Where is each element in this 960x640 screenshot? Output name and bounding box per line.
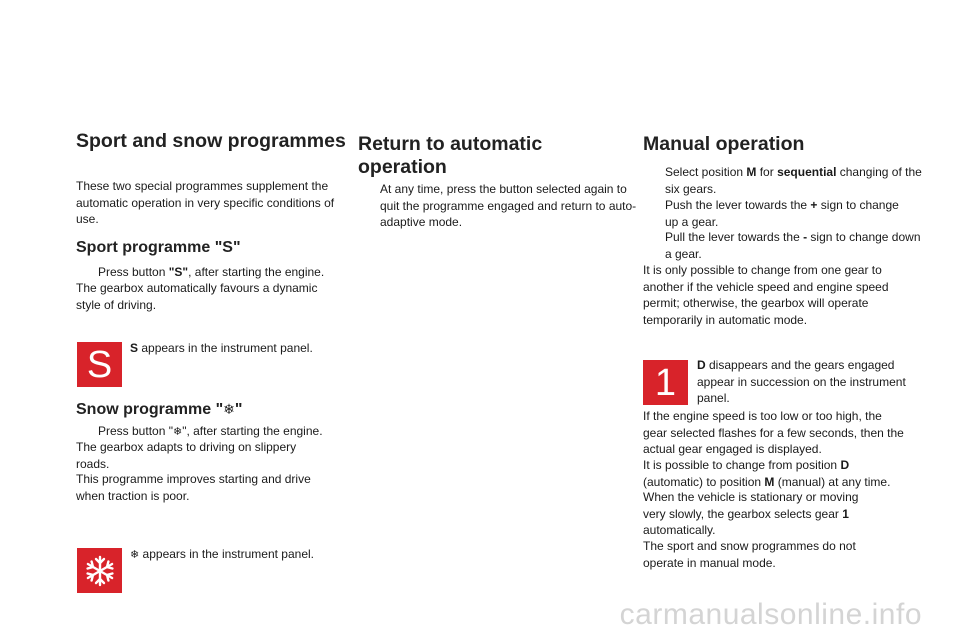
manual-speed-paragraph: It is only possible to change from one gear to another if the vehicle speed and engine speed permit; otherwise, the gearbox will operate temporarily in automatic mode.	[643, 263, 889, 327]
snow-programme-icon	[77, 548, 122, 593]
snow-traction-text: This programme improves starting and drive when traction is poor.	[76, 472, 311, 503]
stationary-paragraph: When the vehicle is stationary or moving very slowly, the gearbox selects gear 1 automatically.	[643, 490, 859, 537]
snowflake-icon: ❄	[130, 549, 140, 561]
manual-mode-note: The sport and snow programmes do not operate in manual mode.	[643, 539, 856, 570]
sport-heading: Sport programme "S"	[76, 239, 241, 256]
change-position-paragraph: It is possible to change from position D (automatic) to position M (manual) at any time.	[643, 458, 891, 489]
column-manual-operation	[643, 133, 908, 156]
return-bullet: At any time, press the button selected again to quit the programme engaged and return to auto-adaptive mode.	[380, 182, 637, 229]
section-title-sport-snow: Sport and snow programmes	[76, 130, 346, 152]
snow-description: The gearbox adapts to driving on slippery roads.	[76, 440, 297, 471]
gear-flash-paragraph: If the engine speed is too low or too high, the gear selected flashes for a few seconds, then the actual gear engaged is displayed.	[643, 409, 904, 456]
column-return-automatic	[358, 133, 618, 179]
watermark: carmanualsonline.info	[619, 598, 922, 631]
intro-paragraph: These two special programmes supplement the automatic operation in very specific conditions of use.	[76, 179, 335, 226]
sport-note: S appears in the instrument panel.	[130, 341, 313, 355]
manual-bullet-select: Select position M for sequential changing of the six gears.	[665, 165, 922, 196]
manual-bullet-pull: Pull the lever towards the - sign to change down a gear.	[665, 230, 921, 261]
manual-bullet-push: Push the lever towards the + sign to change up a gear.	[665, 198, 899, 229]
sport-description: The gearbox automatically favours a dynamic style of driving.	[76, 281, 318, 312]
snowflake-icon: ❄	[223, 401, 235, 417]
snow-bullet: Press button "❄", after starting the engine.	[98, 424, 323, 438]
snowflake-icon	[83, 554, 117, 588]
gear-indicator-note: D disappears and the gears engaged appear in succession on the instrument panel.	[697, 358, 906, 405]
gear-indicator-icon: 1	[643, 360, 688, 405]
sport-bullet: Press button "S", after starting the engine.	[98, 265, 325, 279]
snow-heading: Snow programme "❄"	[76, 401, 243, 418]
section-title-return-line1: Return to automatic	[358, 133, 543, 155]
snow-note: ❄ appears in the instrument panel.	[130, 547, 314, 561]
snowflake-icon: ❄	[172, 426, 183, 438]
section-title-return-line2: operation	[358, 156, 447, 178]
sport-s-icon: S	[77, 342, 122, 387]
column-sport-snow	[76, 130, 346, 153]
section-title-manual: Manual operation	[643, 133, 805, 155]
